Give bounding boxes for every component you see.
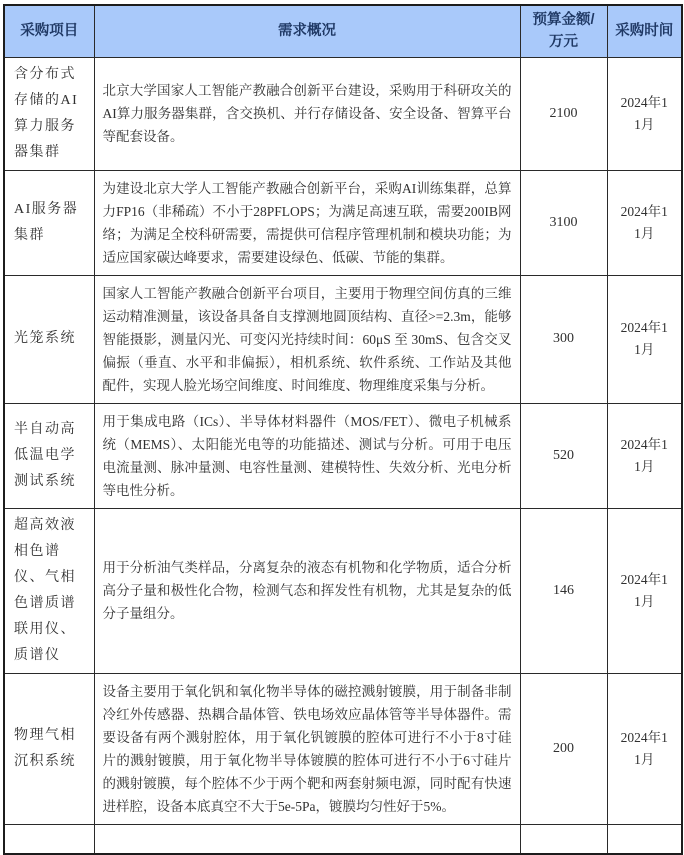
header-row	[4, 5, 682, 57]
table-header	[4, 5, 682, 57]
header-cell-item: 采购项目	[4, 5, 94, 57]
budget-cell: 2100	[520, 57, 607, 170]
table-row	[4, 673, 682, 824]
table-row	[4, 57, 682, 170]
summary-cell: 用于集成电路（ICs）、半导体材料器件（MOS/FET）、微电子机械系统（MEMS）、太阳能光电等的功能描述、测试与分析。可用于电压电流量测、脉冲量测、电容性量测、建模特性、失效分析、光电分析等电性分析。	[94, 403, 520, 508]
budget-cell: 200	[520, 673, 607, 824]
item-cell	[4, 824, 94, 854]
table-body	[4, 57, 682, 854]
time-cell: 2024年11月	[607, 57, 682, 170]
time-cell: 2024年11月	[607, 508, 682, 673]
summary-cell	[94, 824, 520, 854]
table-row-partial	[4, 824, 682, 854]
time-cell	[607, 824, 682, 854]
budget-cell: 146	[520, 508, 607, 673]
summary-cell: 用于分析油气类样品，分离复杂的液态有机物和化学物质，适合分析高分子量和极性化合物，检测气态和挥发性有机物，尤其是复杂的低分子量组分。	[94, 508, 520, 673]
time-cell: 2024年11月	[607, 673, 682, 824]
budget-cell: 300	[520, 275, 607, 403]
item-cell: 光笼系统	[4, 275, 94, 403]
time-cell: 2024年11月	[607, 275, 682, 403]
table-row	[4, 275, 682, 403]
table-row	[4, 403, 682, 508]
header-cell-summary: 需求概况	[94, 5, 520, 57]
time-cell: 2024年11月	[607, 170, 682, 275]
budget-cell: 520	[520, 403, 607, 508]
budget-cell	[520, 824, 607, 854]
item-cell: AI服务器集群	[4, 170, 94, 275]
item-cell: 物理气相沉积系统	[4, 673, 94, 824]
item-cell: 超高效液相色谱仪、气相色谱质谱联用仪、质谱仪	[4, 508, 94, 673]
table-row	[4, 508, 682, 673]
budget-cell: 3100	[520, 170, 607, 275]
header-cell-time: 采购时间	[607, 5, 682, 57]
table-row	[4, 170, 682, 275]
header-cell-budget: 预算金额/万元	[520, 5, 607, 57]
item-cell: 含分布式存储的AI算力服务器集群	[4, 57, 94, 170]
summary-cell: 北京大学国家人工智能产教融合创新平台建设，采购用于科研攻关的AI算力服务器集群，含交换机、并行存储设备、安全设备、智算平台等配套设备。	[94, 57, 520, 170]
item-cell: 半自动高低温电学测试系统	[4, 403, 94, 508]
summary-cell: 国家人工智能产教融合创新平台项目，主要用于物理空间仿真的三维运动精准测量，该设备具备自支撑测地圆顶结构、直径>=2.3m，能够智能摄影，测量闪光、可变闪光持续时间：60μS 至 30mS、包含交叉偏振（垂直、水平和非偏振），相机系统、软件系统、工作站及其他配件，实现人脸光场空间维度、时间维度、物理维度采集与分析。	[94, 275, 520, 403]
summary-cell: 设备主要用于氧化钒和氧化物半导体的磁控溅射镀膜，用于制备非制冷红外传感器、热耦合晶体管、铁电场效应晶体管等半导体器件。需要设备有两个溅射腔体，用于氧化钒镀膜的腔体可进行不小于8寸硅片的溅射镀膜，用于氧化物半导体镀膜的腔体可进行不小于6寸硅片的溅射镀膜，每个腔体不少于两个靶和两套射频电源，同时配有快速进样腔，设备本底真空不大于5e-5Pa，镀膜均匀性好于5%。	[94, 673, 520, 824]
summary-cell: 为建设北京大学人工智能产教融合创新平台，采购AI训练集群，总算力FP16（非稀疏）不小于28PFLOPS；为满足高速互联，需要200IB网络；为满足全校科研需要，需提供可信程序管理机制和模块功能；为适应国家碳达峰要求，需要建设绿色、低碳、节能的集群。	[94, 170, 520, 275]
time-cell: 2024年11月	[607, 403, 682, 508]
procurement-table	[3, 4, 683, 855]
